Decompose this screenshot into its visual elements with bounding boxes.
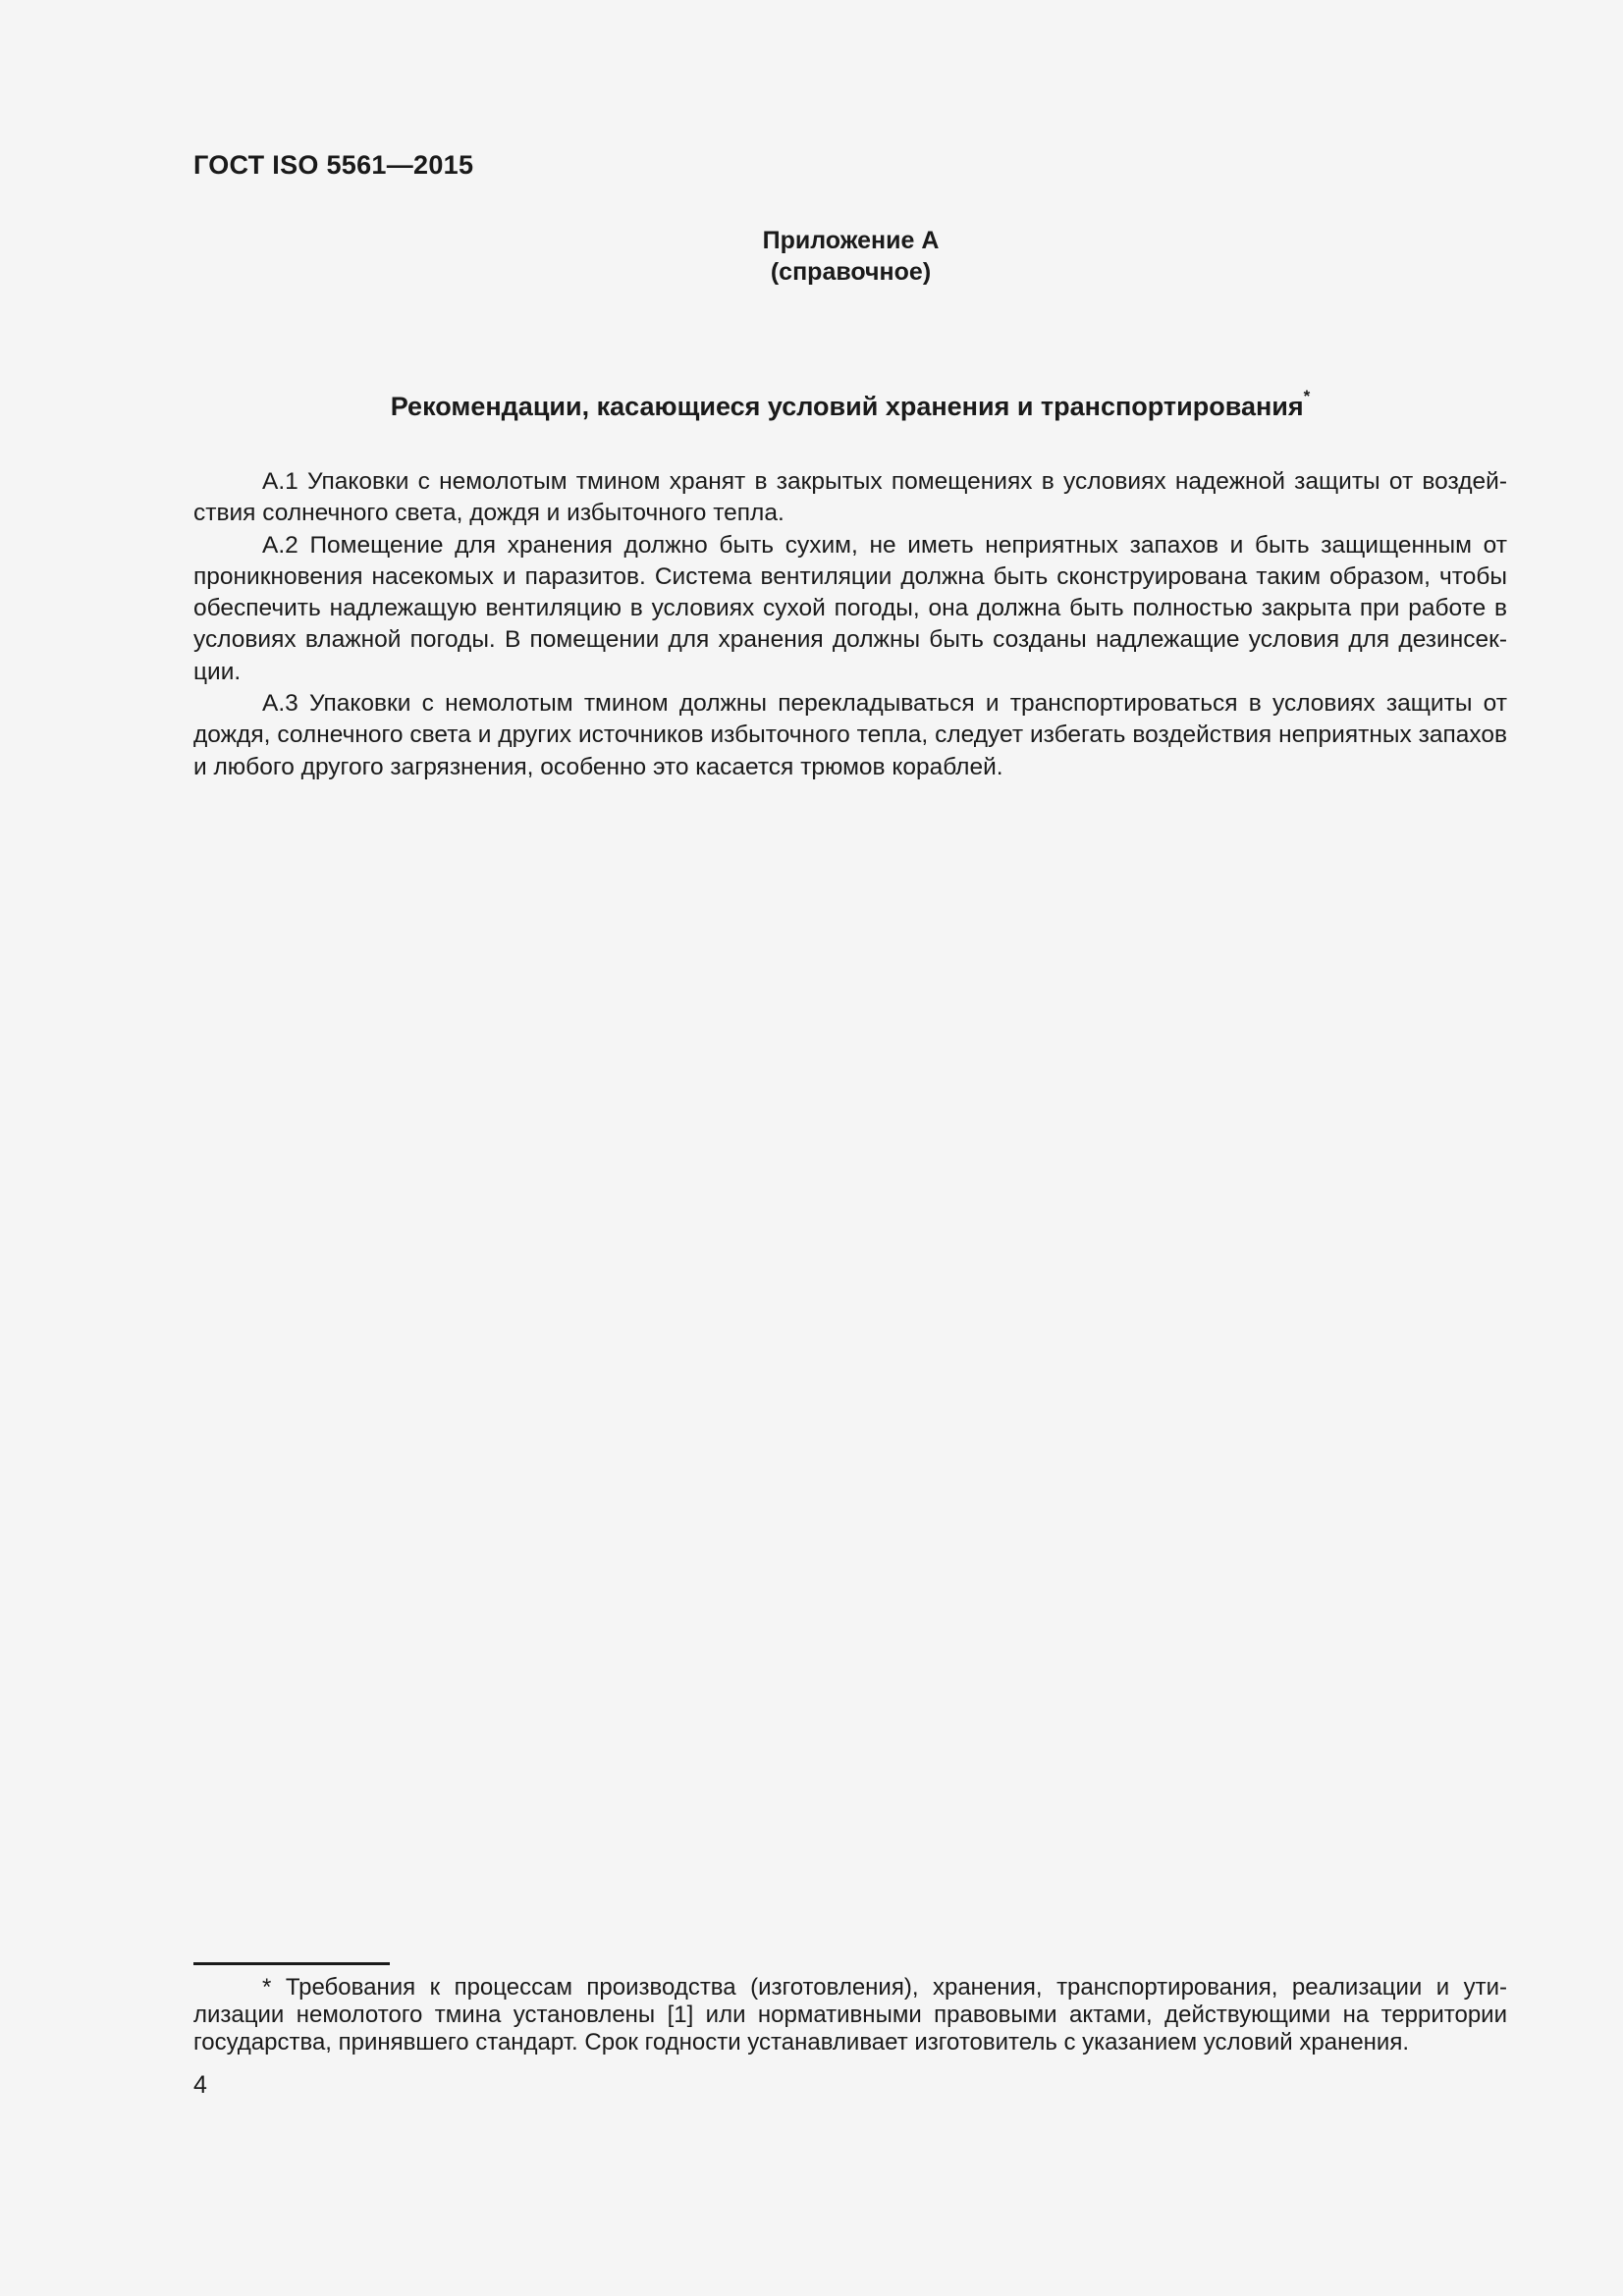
paragraph-a1: А.1 Упаковки с немолотым тмином хранят в закрытых помещениях в условиях надежной защиты от воздействия солнечного света, дождя и избыточного тепла.: [193, 468, 1507, 527]
appendix-heading: [0, 225, 1623, 288]
section-title: [193, 387, 1507, 422]
footnote-text: * Требования к процессам производства (изготовления), хранения, транспортирования, реализации и утилизации немолотого тмина установлены [1] или нормативными правовыми актами, действующими на территории государства, принявшего стандарт. Срок годности устанавливает изготовитель с указанием условий хранения.: [193, 1974, 1507, 2056]
paragraph-a2: А.2 Помещение для хранения должно быть сухим, не иметь неприятных запахов и быть защищенным от проникновения насекомых и паразитов. Система вентиляции должна быть сконструирована таким образом, чтобы обеспечить надлежащую вентиляцию в условиях сухой погоды, она должна быть полностью закрыта при работе в условиях влажной погоды. В помещении для хранения должны быть созданы надлежащие условия для дезинсекции.: [193, 531, 1507, 685]
appendix-title: Приложение А: [762, 227, 940, 254]
footnote-mark[interactable]: *: [1303, 387, 1311, 405]
paragraph-a3: А.3 Упаковки с немолотым тмином должны перекладываться и транспортироваться в условиях защиты от дождя, солнечного света и других источников избыточного тепла, следует избегать воздействия неприятных запахов и любого другого загрязнения, особенно это касается трюмов кораблей.: [193, 690, 1507, 780]
footnote-divider: [193, 1962, 390, 1965]
section-title-text: Рекомендации, касающиеся условий хранения и транспортирования: [390, 392, 1304, 421]
page-number: 4: [193, 2071, 207, 2099]
body-text: [193, 466, 1507, 783]
document-code: ГОСТ ISO 5561—2015: [193, 150, 474, 180]
appendix-kind: (справочное): [770, 258, 932, 286]
